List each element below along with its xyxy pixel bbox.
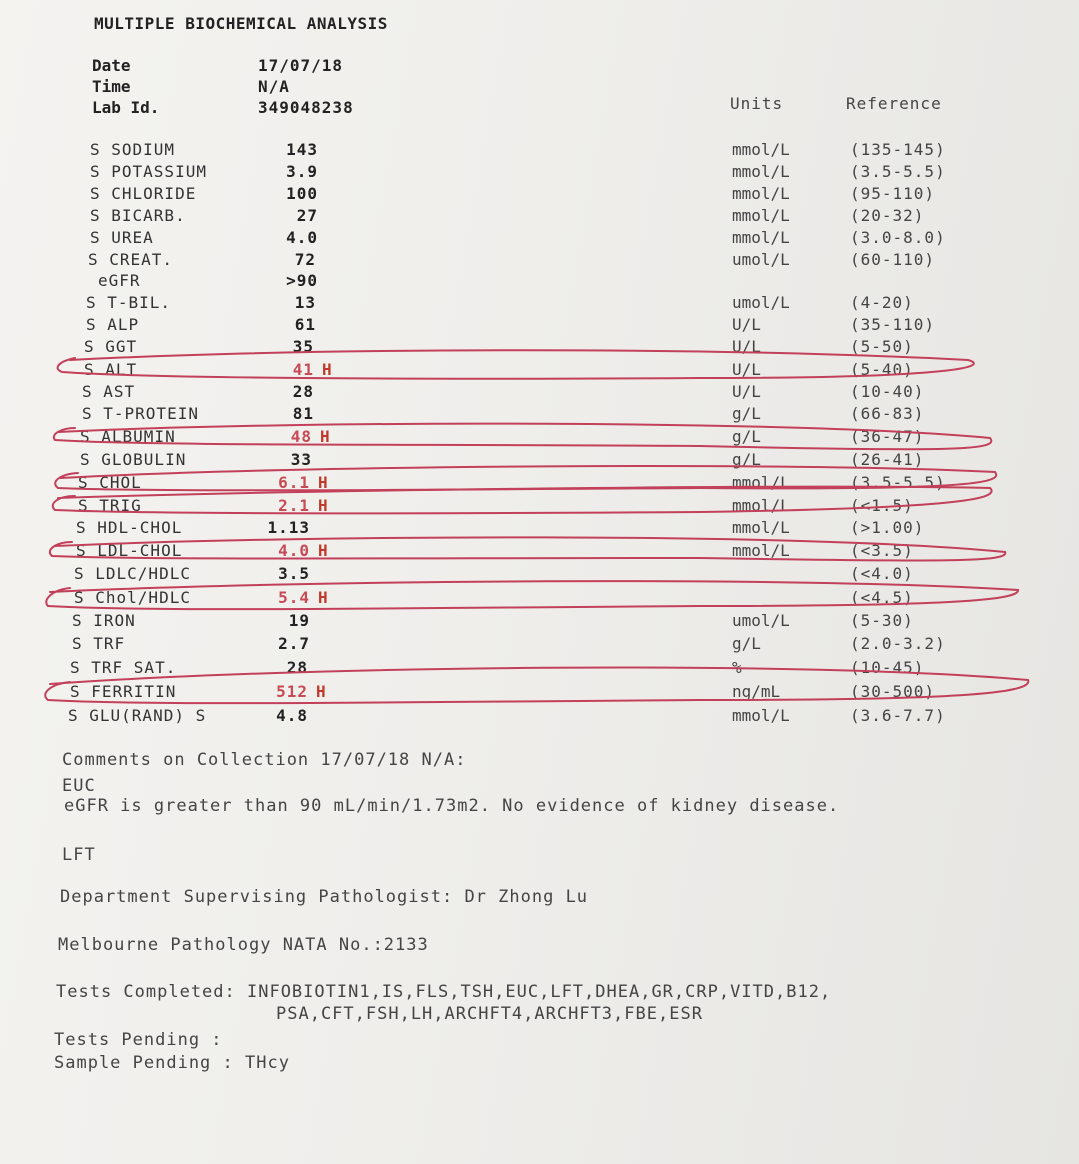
- high-flag: H: [318, 588, 329, 607]
- test-value: 13: [294, 293, 316, 312]
- test-unit: U/L: [732, 382, 761, 401]
- test-name: S AST: [82, 382, 136, 401]
- reference-range: (10-40): [850, 382, 925, 401]
- pen-circle-chol-hdlc: [46, 581, 1018, 609]
- test-unit: umol/L: [732, 250, 790, 269]
- reference-range: (20-32): [850, 206, 925, 225]
- test-value: 4.0: [278, 541, 310, 560]
- test-name: S T-PROTEIN: [82, 404, 199, 423]
- reference-range: (35-110): [850, 315, 936, 334]
- test-value: 5.4: [278, 588, 310, 607]
- reference-range: (3.0-8.0): [850, 228, 946, 247]
- test-value: 41: [292, 360, 314, 379]
- test-unit: mmol/L: [732, 228, 790, 247]
- high-flag: H: [318, 541, 329, 560]
- tests-pending-line: Tests Pending :: [54, 1030, 223, 1050]
- test-value: 61: [294, 315, 316, 334]
- reference-range: (4-20): [850, 293, 914, 312]
- test-value: 4.8: [276, 706, 308, 725]
- lft-comment: LFT: [62, 845, 96, 865]
- high-flag: H: [322, 360, 333, 379]
- test-value: 72: [294, 250, 316, 269]
- test-name: S LDL-CHOL: [76, 541, 183, 560]
- test-unit: mmol/L: [732, 496, 790, 515]
- test-name: S UREA: [90, 228, 154, 247]
- high-flag: H: [318, 496, 329, 515]
- pathologist-line: Department Supervising Pathologist: Dr Zhong Lu: [60, 887, 589, 907]
- units-header: Units: [730, 94, 784, 113]
- test-unit: U/L: [732, 337, 761, 356]
- test-name: S ALP: [86, 315, 140, 334]
- test-unit: mmol/L: [732, 206, 790, 225]
- test-unit: umol/L: [732, 293, 790, 312]
- test-name: S TRIG: [78, 496, 142, 515]
- nata-line: Melbourne Pathology NATA No.:2133: [58, 935, 429, 955]
- test-name: S ALT: [84, 360, 138, 379]
- test-value: 19: [288, 611, 310, 630]
- test-name: S CHOL: [78, 473, 142, 492]
- test-unit: mmol/L: [732, 518, 790, 537]
- test-unit: U/L: [732, 360, 761, 379]
- test-value: 143: [286, 140, 318, 159]
- test-unit: g/L: [732, 450, 761, 469]
- reference-range: (<3.5): [850, 541, 914, 560]
- reference-range: (>1.00): [850, 518, 925, 537]
- test-unit: U/L: [732, 315, 761, 334]
- pen-circle-albumin: [54, 424, 992, 450]
- reference-range: (5-40): [850, 360, 914, 379]
- test-unit: mmol/L: [732, 706, 790, 725]
- test-unit: mmol/L: [732, 140, 790, 159]
- test-name: S TRF: [72, 634, 126, 653]
- reference-range: (<4.0): [850, 564, 914, 583]
- test-unit: mmol/L: [732, 184, 790, 203]
- reference-range: (60-110): [850, 250, 936, 269]
- date-label: Date: [92, 56, 131, 75]
- high-flag: H: [318, 473, 329, 492]
- test-name: S T-BIL.: [86, 293, 172, 312]
- test-name: S CHLORIDE: [90, 184, 197, 203]
- euc-comment: EUC: [62, 776, 96, 796]
- test-value: 2.7: [278, 634, 310, 653]
- test-value: 35: [292, 337, 314, 356]
- test-value: >90: [286, 271, 318, 290]
- reference-header: Reference: [846, 94, 942, 113]
- test-unit: g/L: [732, 634, 761, 653]
- test-name: S ALBUMIN: [80, 427, 176, 446]
- test-value: 2.1: [278, 496, 310, 515]
- test-value: 28: [292, 382, 314, 401]
- test-value: 81: [292, 404, 314, 423]
- time-label: Time: [92, 77, 131, 96]
- reference-range: (3.6-7.7): [850, 706, 946, 725]
- reference-range: (5-30): [850, 611, 914, 630]
- reference-range: (26-41): [850, 450, 925, 469]
- reference-range: (<4.5): [850, 588, 914, 607]
- pen-circle-ferritin: [45, 668, 1028, 704]
- pen-circle-ldl: [50, 537, 1005, 560]
- reference-range: (<1.5): [850, 496, 914, 515]
- test-name: eGFR: [98, 271, 141, 290]
- test-unit: %: [732, 658, 742, 677]
- test-value: 100: [286, 184, 318, 203]
- test-value: 1.13: [267, 518, 310, 537]
- test-name: S GLU(RAND) S: [68, 706, 207, 725]
- test-name: S GGT: [84, 337, 138, 356]
- test-value: 33: [290, 450, 312, 469]
- labid-value: 349048238: [258, 98, 354, 117]
- test-name: S GLOBULIN: [80, 450, 187, 469]
- reference-range: (10-45): [850, 658, 925, 677]
- tests-completed-line-1: Tests Completed: INFOBIOTIN1,IS,FLS,TSH,EUC,LFT,DHEA,GR,CRP,VITD,B12,: [56, 982, 832, 1002]
- reference-range: (135-145): [850, 140, 946, 159]
- reference-range: (3.5-5.5): [850, 162, 946, 181]
- test-unit: ng/mL: [732, 682, 781, 701]
- reference-range: (3.5-5.5): [850, 473, 946, 492]
- reference-range: (2.0-3.2): [850, 634, 946, 653]
- test-value: 27: [296, 206, 318, 225]
- test-value: 4.0: [286, 228, 318, 247]
- test-value: 28: [286, 658, 308, 677]
- test-unit: g/L: [732, 404, 761, 423]
- reference-range: (66-83): [850, 404, 925, 423]
- date-value: 17/07/18: [258, 56, 344, 75]
- labid-label: Lab Id.: [92, 98, 160, 117]
- test-name: S CREAT.: [88, 250, 174, 269]
- test-unit: mmol/L: [732, 162, 790, 181]
- test-name: S FERRITIN: [70, 682, 177, 701]
- reference-range: (95-110): [850, 184, 936, 203]
- test-unit: umol/L: [732, 611, 790, 630]
- reference-range: (36-47): [850, 427, 925, 446]
- tests-completed-line-2: PSA,CFT,FSH,LH,ARCHFT4,ARCHFT3,FBE,ESR: [276, 1004, 703, 1024]
- test-unit: g/L: [732, 427, 761, 446]
- test-name: S SODIUM: [90, 140, 176, 159]
- reference-range: (5-50): [850, 337, 914, 356]
- report-title: MULTIPLE BIOCHEMICAL ANALYSIS: [94, 14, 388, 33]
- sample-pending-line: Sample Pending : THcy: [54, 1053, 290, 1073]
- high-flag: H: [316, 682, 327, 701]
- test-name: S TRF SAT.: [70, 658, 177, 677]
- test-name: S BICARB.: [90, 206, 186, 225]
- test-name: S Chol/HDLC: [74, 588, 191, 607]
- test-name: S IRON: [72, 611, 136, 630]
- test-value: 3.5: [278, 564, 310, 583]
- test-unit: mmol/L: [732, 541, 790, 560]
- pen-circle-alt: [58, 350, 974, 379]
- test-value: 512: [276, 682, 308, 701]
- test-unit: mmol/L: [732, 473, 790, 492]
- test-name: S HDL-CHOL: [76, 518, 183, 537]
- egfr-note: eGFR is greater than 90 mL/min/1.73m2. No evidence of kidney disease.: [64, 796, 840, 816]
- test-value: 48: [290, 427, 312, 446]
- test-value: 6.1: [278, 473, 310, 492]
- collection-comment: Comments on Collection 17/07/18 N/A:: [62, 750, 467, 770]
- test-name: S LDLC/HDLC: [74, 564, 191, 583]
- reference-range: (30-500): [850, 682, 936, 701]
- test-name: S POTASSIUM: [90, 162, 207, 181]
- high-flag: H: [320, 427, 331, 446]
- test-value: 3.9: [286, 162, 318, 181]
- time-value: N/A: [258, 77, 290, 96]
